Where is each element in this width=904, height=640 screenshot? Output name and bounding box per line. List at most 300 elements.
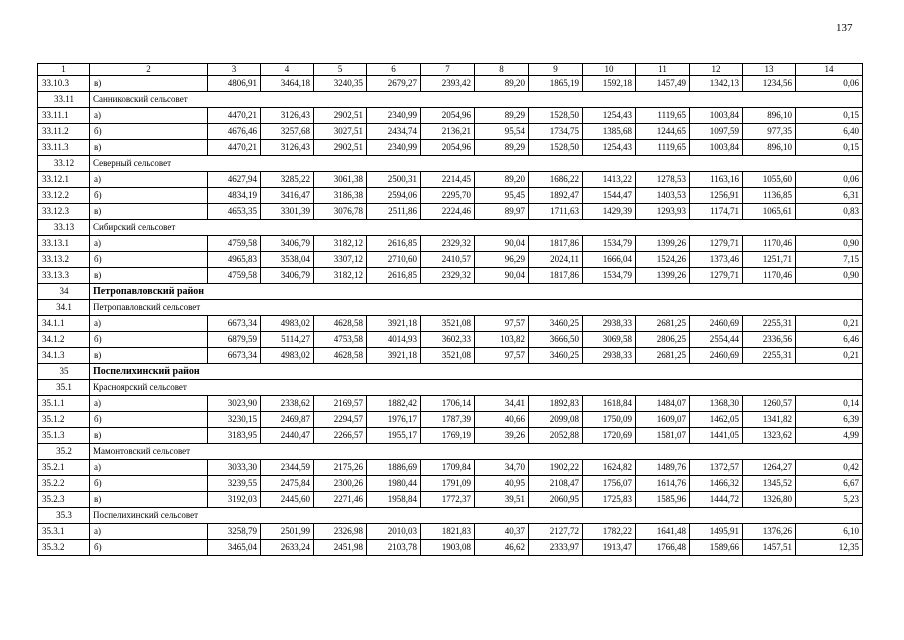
value-cell: 1399,26 bbox=[636, 268, 690, 284]
value-cell: 1385,68 bbox=[583, 124, 636, 140]
value-cell: 34,70 bbox=[475, 460, 529, 476]
value-cell: 2501,99 bbox=[261, 524, 314, 540]
value-cell: 3126,43 bbox=[261, 108, 314, 124]
value-cell: 4676,46 bbox=[208, 124, 261, 140]
row-subitem: б) bbox=[90, 252, 208, 268]
value-cell: 1766,48 bbox=[636, 540, 690, 556]
value-cell: 1323,62 bbox=[743, 428, 796, 444]
value-cell: 6,40 bbox=[796, 124, 863, 140]
row-code: 33.13.1 bbox=[38, 236, 90, 252]
value-cell: 1980,44 bbox=[367, 476, 421, 492]
value-cell: 2475,84 bbox=[261, 476, 314, 492]
district-row bbox=[38, 364, 863, 380]
value-cell: 2445,60 bbox=[261, 492, 314, 508]
row-code: 35.2 bbox=[38, 444, 90, 460]
value-cell: 1892,47 bbox=[529, 188, 583, 204]
row-subitem: б) bbox=[90, 412, 208, 428]
value-cell: 2938,33 bbox=[583, 316, 636, 332]
value-cell: 1913,47 bbox=[583, 540, 636, 556]
section-title: Поспелихинский сельсовет bbox=[90, 508, 863, 524]
section-title: Мамонтовский сельсовет bbox=[90, 444, 863, 460]
value-cell: 1706,14 bbox=[421, 396, 475, 412]
section-row bbox=[38, 300, 863, 316]
row-subitem: в) bbox=[90, 268, 208, 284]
value-cell: 1279,71 bbox=[690, 236, 743, 252]
row-code: 35.2.2 bbox=[38, 476, 90, 492]
column-header: 7 bbox=[421, 64, 475, 76]
value-cell: 34,41 bbox=[475, 396, 529, 412]
value-cell: 1686,22 bbox=[529, 172, 583, 188]
value-cell: 2340,99 bbox=[367, 108, 421, 124]
value-cell: 39,26 bbox=[475, 428, 529, 444]
value-cell: 2336,56 bbox=[743, 332, 796, 348]
table-row bbox=[38, 476, 863, 492]
value-cell: 2103,78 bbox=[367, 540, 421, 556]
value-cell: 4628,58 bbox=[314, 348, 367, 364]
value-cell: 1326,80 bbox=[743, 492, 796, 508]
value-cell: 3307,12 bbox=[314, 252, 367, 268]
value-cell: 1489,76 bbox=[636, 460, 690, 476]
value-cell: 6,46 bbox=[796, 332, 863, 348]
value-cell: 1886,69 bbox=[367, 460, 421, 476]
value-cell: 1581,07 bbox=[636, 428, 690, 444]
row-code: 33.13 bbox=[38, 220, 90, 236]
value-cell: 2344,59 bbox=[261, 460, 314, 476]
table-row bbox=[38, 204, 863, 220]
value-cell: 1791,09 bbox=[421, 476, 475, 492]
value-cell: 0,21 bbox=[796, 316, 863, 332]
value-cell: 2052,88 bbox=[529, 428, 583, 444]
column-header: 1 bbox=[38, 64, 90, 76]
value-cell: 2127,72 bbox=[529, 524, 583, 540]
table-row bbox=[38, 492, 863, 508]
row-code: 33.11 bbox=[38, 92, 90, 108]
table-row bbox=[38, 348, 863, 364]
value-cell: 2054,96 bbox=[421, 108, 475, 124]
row-subitem: в) bbox=[90, 76, 208, 92]
value-cell: 3257,68 bbox=[261, 124, 314, 140]
row-subitem: а) bbox=[90, 524, 208, 540]
row-code: 35.1.3 bbox=[38, 428, 90, 444]
value-cell: 1585,96 bbox=[636, 492, 690, 508]
row-code: 33.11.3 bbox=[38, 140, 90, 156]
value-cell: 2214,45 bbox=[421, 172, 475, 188]
value-cell: 39,51 bbox=[475, 492, 529, 508]
value-cell: 90,04 bbox=[475, 236, 529, 252]
value-cell: 2295,70 bbox=[421, 188, 475, 204]
value-cell: 1614,76 bbox=[636, 476, 690, 492]
value-cell: 1376,26 bbox=[743, 524, 796, 540]
value-cell: 3076,78 bbox=[314, 204, 367, 220]
value-cell: 3230,15 bbox=[208, 412, 261, 428]
value-cell: 1524,26 bbox=[636, 252, 690, 268]
value-cell: 6,31 bbox=[796, 188, 863, 204]
value-cell: 90,04 bbox=[475, 268, 529, 284]
value-cell: 1666,04 bbox=[583, 252, 636, 268]
table-row bbox=[38, 412, 863, 428]
value-cell: 1244,65 bbox=[636, 124, 690, 140]
value-cell: 89,20 bbox=[475, 76, 529, 92]
value-cell: 1787,39 bbox=[421, 412, 475, 428]
value-cell: 3460,25 bbox=[529, 316, 583, 332]
value-cell: 2902,51 bbox=[314, 108, 367, 124]
row-code: 35.1.1 bbox=[38, 396, 90, 412]
row-code: 35.3.1 bbox=[38, 524, 90, 540]
value-cell: 0,14 bbox=[796, 396, 863, 412]
district-title: Петропавловский район bbox=[90, 284, 863, 300]
value-cell: 2224,46 bbox=[421, 204, 475, 220]
value-cell: 4014,93 bbox=[367, 332, 421, 348]
value-cell: 1260,57 bbox=[743, 396, 796, 412]
value-cell: 40,37 bbox=[475, 524, 529, 540]
value-cell: 1136,85 bbox=[743, 188, 796, 204]
value-cell: 0,06 bbox=[796, 172, 863, 188]
value-cell: 1534,79 bbox=[583, 236, 636, 252]
value-cell: 1264,27 bbox=[743, 460, 796, 476]
value-cell: 12,35 bbox=[796, 540, 863, 556]
row-subitem: в) bbox=[90, 204, 208, 220]
value-cell: 1254,43 bbox=[583, 108, 636, 124]
value-cell: 3186,38 bbox=[314, 188, 367, 204]
value-cell: 1399,26 bbox=[636, 236, 690, 252]
value-cell: 6,10 bbox=[796, 524, 863, 540]
value-cell: 1163,16 bbox=[690, 172, 743, 188]
value-cell: 2594,06 bbox=[367, 188, 421, 204]
table-row bbox=[38, 124, 863, 140]
value-cell: 3921,18 bbox=[367, 348, 421, 364]
value-cell: 4753,58 bbox=[314, 332, 367, 348]
row-subitem: а) bbox=[90, 396, 208, 412]
value-cell: 1769,19 bbox=[421, 428, 475, 444]
value-cell: 3182,12 bbox=[314, 268, 367, 284]
value-cell: 1444,72 bbox=[690, 492, 743, 508]
value-cell: 2434,74 bbox=[367, 124, 421, 140]
row-code: 35.2.1 bbox=[38, 460, 90, 476]
value-cell: 1725,83 bbox=[583, 492, 636, 508]
value-cell: 3921,18 bbox=[367, 316, 421, 332]
value-cell: 1484,07 bbox=[636, 396, 690, 412]
value-cell: 103,82 bbox=[475, 332, 529, 348]
row-subitem: в) bbox=[90, 492, 208, 508]
value-cell: 3464,18 bbox=[261, 76, 314, 92]
row-code: 34.1.1 bbox=[38, 316, 90, 332]
value-cell: 89,97 bbox=[475, 204, 529, 220]
value-cell: 3521,08 bbox=[421, 316, 475, 332]
value-cell: 6879,59 bbox=[208, 332, 261, 348]
row-code: 34.1 bbox=[38, 300, 90, 316]
value-cell: 3239,55 bbox=[208, 476, 261, 492]
value-cell: 2440,47 bbox=[261, 428, 314, 444]
value-cell: 2460,69 bbox=[690, 348, 743, 364]
value-cell: 1624,82 bbox=[583, 460, 636, 476]
value-cell: 1902,22 bbox=[529, 460, 583, 476]
value-cell: 1528,50 bbox=[529, 108, 583, 124]
value-cell: 4759,58 bbox=[208, 268, 261, 284]
value-cell: 4834,19 bbox=[208, 188, 261, 204]
value-cell: 97,57 bbox=[475, 348, 529, 364]
value-cell: 3061,38 bbox=[314, 172, 367, 188]
value-cell: 46,62 bbox=[475, 540, 529, 556]
value-cell: 2255,31 bbox=[743, 316, 796, 332]
value-cell: 2616,85 bbox=[367, 236, 421, 252]
value-cell: 6673,34 bbox=[208, 316, 261, 332]
row-subitem: б) bbox=[90, 332, 208, 348]
value-cell: 1609,07 bbox=[636, 412, 690, 428]
section-row bbox=[38, 380, 863, 396]
table-row bbox=[38, 460, 863, 476]
row-subitem: в) bbox=[90, 140, 208, 156]
value-cell: 1641,48 bbox=[636, 524, 690, 540]
row-subitem: б) bbox=[90, 124, 208, 140]
section-row bbox=[38, 444, 863, 460]
value-cell: 40,95 bbox=[475, 476, 529, 492]
value-cell: 97,57 bbox=[475, 316, 529, 332]
row-code: 35.1.2 bbox=[38, 412, 90, 428]
section-title: Сибирский сельсовет bbox=[90, 220, 863, 236]
value-cell: 2338,62 bbox=[261, 396, 314, 412]
value-cell: 96,29 bbox=[475, 252, 529, 268]
section-title: Северный сельсовет bbox=[90, 156, 863, 172]
value-cell: 1170,46 bbox=[743, 236, 796, 252]
value-cell: 3406,79 bbox=[261, 236, 314, 252]
value-cell: 3240,35 bbox=[314, 76, 367, 92]
column-header: 11 bbox=[636, 64, 690, 76]
value-cell: 2616,85 bbox=[367, 268, 421, 284]
value-cell: 1345,52 bbox=[743, 476, 796, 492]
table-row bbox=[38, 236, 863, 252]
value-cell: 1293,93 bbox=[636, 204, 690, 220]
row-code: 33.12.3 bbox=[38, 204, 90, 220]
value-cell: 3285,22 bbox=[261, 172, 314, 188]
value-cell: 1528,50 bbox=[529, 140, 583, 156]
value-cell: 1256,91 bbox=[690, 188, 743, 204]
value-cell: 1403,53 bbox=[636, 188, 690, 204]
value-cell: 0,42 bbox=[796, 460, 863, 476]
value-cell: 3192,03 bbox=[208, 492, 261, 508]
value-cell: 3521,08 bbox=[421, 348, 475, 364]
value-cell: 2679,27 bbox=[367, 76, 421, 92]
table-row bbox=[38, 268, 863, 284]
value-cell: 4470,21 bbox=[208, 108, 261, 124]
row-code: 34.1.3 bbox=[38, 348, 90, 364]
value-cell: 896,10 bbox=[743, 108, 796, 124]
table-row bbox=[38, 172, 863, 188]
value-cell: 1279,71 bbox=[690, 268, 743, 284]
value-cell: 1372,57 bbox=[690, 460, 743, 476]
value-cell: 2271,46 bbox=[314, 492, 367, 508]
value-cell: 1373,46 bbox=[690, 252, 743, 268]
value-cell: 6673,34 bbox=[208, 348, 261, 364]
value-cell: 3126,43 bbox=[261, 140, 314, 156]
row-code: 35 bbox=[38, 364, 90, 380]
value-cell: 2806,25 bbox=[636, 332, 690, 348]
value-cell: 2108,47 bbox=[529, 476, 583, 492]
section-row bbox=[38, 156, 863, 172]
tariff-table bbox=[37, 63, 863, 556]
value-cell: 2326,98 bbox=[314, 524, 367, 540]
section-title: Красноярский сельсовет bbox=[90, 380, 863, 396]
value-cell: 1865,19 bbox=[529, 76, 583, 92]
row-code: 33.12 bbox=[38, 156, 90, 172]
value-cell: 1720,69 bbox=[583, 428, 636, 444]
value-cell: 1429,39 bbox=[583, 204, 636, 220]
row-subitem: в) bbox=[90, 348, 208, 364]
column-header: 8 bbox=[475, 64, 529, 76]
value-cell: 3183,95 bbox=[208, 428, 261, 444]
value-cell: 1441,05 bbox=[690, 428, 743, 444]
value-cell: 2169,57 bbox=[314, 396, 367, 412]
value-cell: 1711,63 bbox=[529, 204, 583, 220]
value-cell: 1589,66 bbox=[690, 540, 743, 556]
value-cell: 3023,90 bbox=[208, 396, 261, 412]
value-cell: 1817,86 bbox=[529, 268, 583, 284]
row-code: 34.1.2 bbox=[38, 332, 90, 348]
value-cell: 1958,84 bbox=[367, 492, 421, 508]
value-cell: 7,15 bbox=[796, 252, 863, 268]
value-cell: 1892,83 bbox=[529, 396, 583, 412]
value-cell: 1170,46 bbox=[743, 268, 796, 284]
value-cell: 1495,91 bbox=[690, 524, 743, 540]
row-subitem: б) bbox=[90, 540, 208, 556]
value-cell: 40,66 bbox=[475, 412, 529, 428]
value-cell: 1734,75 bbox=[529, 124, 583, 140]
value-cell: 2340,99 bbox=[367, 140, 421, 156]
table-row bbox=[38, 188, 863, 204]
value-cell: 1709,84 bbox=[421, 460, 475, 476]
value-cell: 1592,18 bbox=[583, 76, 636, 92]
value-cell: 0,90 bbox=[796, 268, 863, 284]
value-cell: 1903,08 bbox=[421, 540, 475, 556]
value-cell: 3416,47 bbox=[261, 188, 314, 204]
value-cell: 89,29 bbox=[475, 140, 529, 156]
value-cell: 4965,83 bbox=[208, 252, 261, 268]
column-header: 2 bbox=[90, 64, 208, 76]
value-cell: 89,29 bbox=[475, 108, 529, 124]
value-cell: 1466,32 bbox=[690, 476, 743, 492]
value-cell: 1097,59 bbox=[690, 124, 743, 140]
value-cell: 6,39 bbox=[796, 412, 863, 428]
value-cell: 1772,37 bbox=[421, 492, 475, 508]
value-cell: 4806,91 bbox=[208, 76, 261, 92]
row-code: 35.3 bbox=[38, 508, 90, 524]
value-cell: 2255,31 bbox=[743, 348, 796, 364]
value-cell: 2460,69 bbox=[690, 316, 743, 332]
row-code: 35.2.3 bbox=[38, 492, 90, 508]
value-cell: 896,10 bbox=[743, 140, 796, 156]
value-cell: 2554,44 bbox=[690, 332, 743, 348]
row-code: 33.10.3 bbox=[38, 76, 90, 92]
value-cell: 2060,95 bbox=[529, 492, 583, 508]
row-code: 33.13.3 bbox=[38, 268, 90, 284]
value-cell: 1782,22 bbox=[583, 524, 636, 540]
value-cell: 1003,84 bbox=[690, 108, 743, 124]
value-cell: 0,06 bbox=[796, 76, 863, 92]
column-header: 13 bbox=[743, 64, 796, 76]
column-header: 6 bbox=[367, 64, 421, 76]
value-cell: 1055,60 bbox=[743, 172, 796, 188]
value-cell: 6,67 bbox=[796, 476, 863, 492]
table-row bbox=[38, 108, 863, 124]
row-subitem: б) bbox=[90, 188, 208, 204]
value-cell: 95,45 bbox=[475, 188, 529, 204]
value-cell: 1955,17 bbox=[367, 428, 421, 444]
table-row bbox=[38, 76, 863, 92]
value-cell: 2902,51 bbox=[314, 140, 367, 156]
value-cell: 4627,94 bbox=[208, 172, 261, 188]
value-cell: 5,23 bbox=[796, 492, 863, 508]
row-subitem: а) bbox=[90, 108, 208, 124]
value-cell: 1119,65 bbox=[636, 108, 690, 124]
page-number: 137 bbox=[836, 22, 853, 34]
value-cell: 3027,51 bbox=[314, 124, 367, 140]
value-cell: 0,21 bbox=[796, 348, 863, 364]
row-subitem: а) bbox=[90, 460, 208, 476]
value-cell: 0,15 bbox=[796, 108, 863, 124]
value-cell: 1882,42 bbox=[367, 396, 421, 412]
value-cell: 1544,47 bbox=[583, 188, 636, 204]
value-cell: 2294,57 bbox=[314, 412, 367, 428]
value-cell: 1817,86 bbox=[529, 236, 583, 252]
value-cell: 3460,25 bbox=[529, 348, 583, 364]
column-header: 4 bbox=[261, 64, 314, 76]
value-cell: 2333,97 bbox=[529, 540, 583, 556]
row-subitem: в) bbox=[90, 428, 208, 444]
table-row bbox=[38, 428, 863, 444]
row-code: 33.11.1 bbox=[38, 108, 90, 124]
value-cell: 89,20 bbox=[475, 172, 529, 188]
table-row bbox=[38, 316, 863, 332]
value-cell: 4470,21 bbox=[208, 140, 261, 156]
value-cell: 3602,33 bbox=[421, 332, 475, 348]
table-row bbox=[38, 540, 863, 556]
table-row bbox=[38, 524, 863, 540]
value-cell: 0,83 bbox=[796, 204, 863, 220]
value-cell: 2136,21 bbox=[421, 124, 475, 140]
value-cell: 1413,22 bbox=[583, 172, 636, 188]
value-cell: 1821,83 bbox=[421, 524, 475, 540]
column-header: 10 bbox=[583, 64, 636, 76]
section-row bbox=[38, 92, 863, 108]
value-cell: 1119,65 bbox=[636, 140, 690, 156]
value-cell: 2266,57 bbox=[314, 428, 367, 444]
district-row bbox=[38, 284, 863, 300]
section-row bbox=[38, 220, 863, 236]
table-row bbox=[38, 252, 863, 268]
district-title: Поспелихинский район bbox=[90, 364, 863, 380]
value-cell: 2710,60 bbox=[367, 252, 421, 268]
value-cell: 2010,03 bbox=[367, 524, 421, 540]
column-header: 5 bbox=[314, 64, 367, 76]
header-row bbox=[38, 64, 863, 76]
value-cell: 3666,50 bbox=[529, 332, 583, 348]
value-cell: 4,99 bbox=[796, 428, 863, 444]
value-cell: 1065,61 bbox=[743, 204, 796, 220]
value-cell: 1341,82 bbox=[743, 412, 796, 428]
value-cell: 2329,32 bbox=[421, 268, 475, 284]
value-cell: 3465,04 bbox=[208, 540, 261, 556]
row-subitem: б) bbox=[90, 476, 208, 492]
value-cell: 1976,17 bbox=[367, 412, 421, 428]
value-cell: 1251,71 bbox=[743, 252, 796, 268]
column-header: 14 bbox=[796, 64, 863, 76]
row-code: 34 bbox=[38, 284, 90, 300]
row-code: 33.12.2 bbox=[38, 188, 90, 204]
value-cell: 1003,84 bbox=[690, 140, 743, 156]
value-cell: 2410,57 bbox=[421, 252, 475, 268]
value-cell: 5114,27 bbox=[261, 332, 314, 348]
value-cell: 2024,11 bbox=[529, 252, 583, 268]
value-cell: 3406,79 bbox=[261, 268, 314, 284]
